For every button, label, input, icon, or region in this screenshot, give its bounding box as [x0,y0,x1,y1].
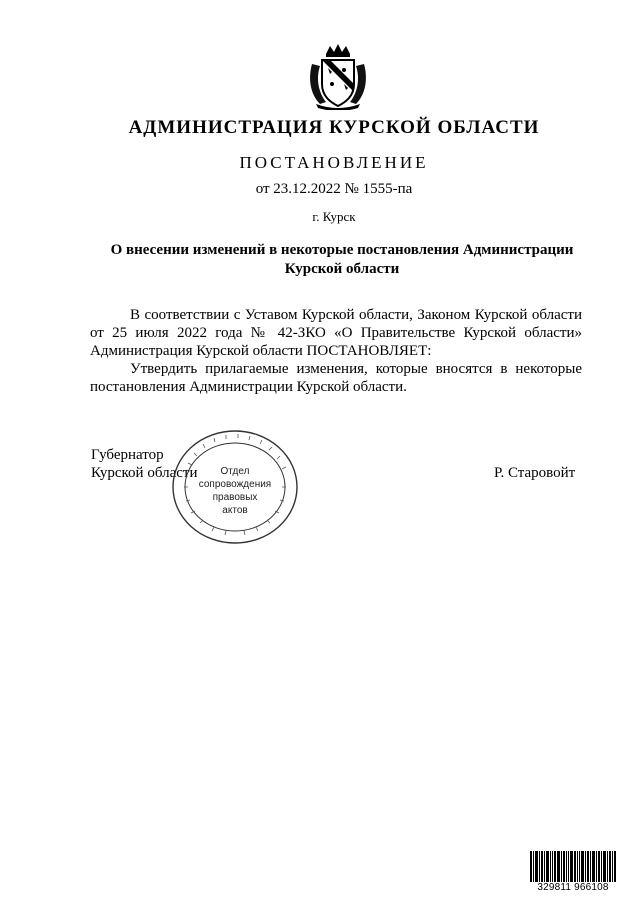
document-body [90,306,582,396]
subject-line-2: Курской области [284,261,400,277]
signer-title-line-1: Губернатор [91,447,164,463]
stamp-line-3: правовых [212,492,258,503]
signer-title-line-2: Курской области [91,465,198,481]
coat-of-arms-icon [306,44,370,110]
stamp-line-2: сопровождения [198,479,272,490]
signer-name: Р. Старовойт [494,465,576,481]
stamp-line-4: актов [222,505,248,516]
document-city: г. Курск [312,209,356,224]
subject-line-1: О внесении изменений в некоторые постановления Администрации [110,242,574,258]
barcode-icon [530,851,616,885]
stamp-inner-text [195,465,275,517]
document-type: ПОСТАНОВЛЕНИЕ [239,153,429,172]
organization-title: АДМИНИСТРАЦИЯ КУРСКОЙ ОБЛАСТИ [128,117,540,138]
document-date-number: от 23.12.2022 № 1555-па [255,181,413,197]
barcode-number: 329811 966108 [528,882,618,893]
stamp-line-1: Отдел [220,466,250,477]
document-subject [102,241,582,279]
body-paragraph-1: В соответствии с Уставом Курской области, Законом Курской области от 25 июля 2022 года № 42-ЗКО «О Правительстве Курской области» Администрация Курской области ПОСТАНОВЛЯЕТ: [90,307,582,359]
body-paragraph-2: Утвердить прилагаемые изменения, которые вносятся в некоторые постановления Администрации Курской области. [90,361,582,395]
